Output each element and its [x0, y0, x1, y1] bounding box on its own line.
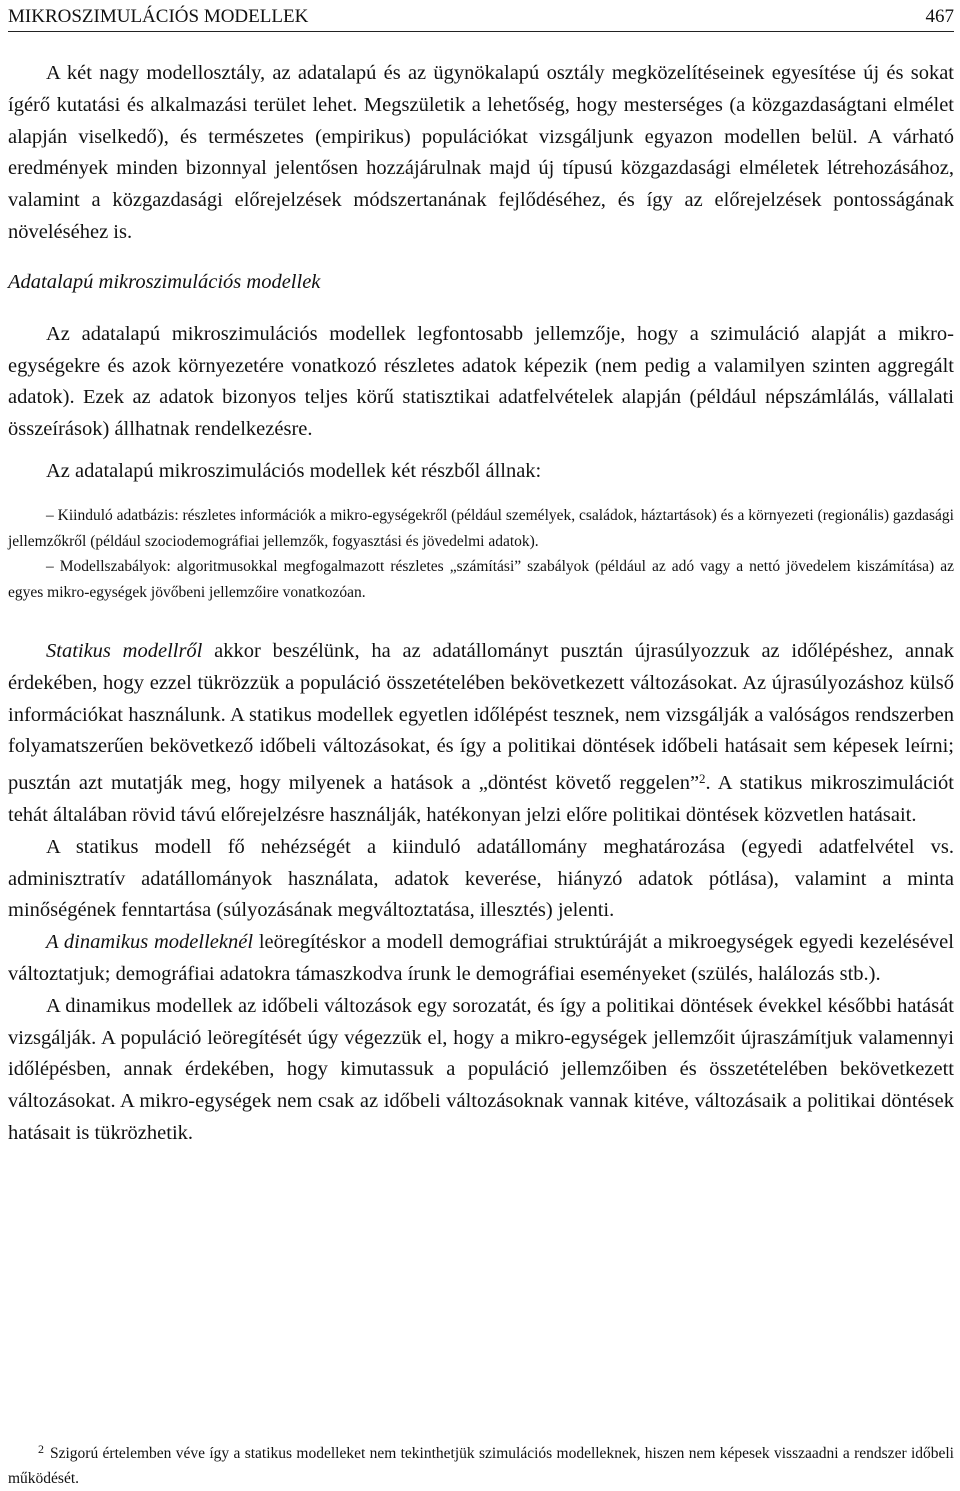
- footnote-mark: 2: [38, 1442, 44, 1456]
- paragraph-dynamic-changes: A dinamikus modellek az időbeli változások egy sorozatát, és így a politikai döntések évekkel későbbi hatását vizsgálják. A populáció leöregítését úgy végezzük el, hogy a mikro-egységek jellemzőit újraszámítjuk valamennyi időlépésben, annak érdekében, hogy kimutassuk a populáció jellemzőiben és összetételében bekövetkezett változásokat. A mikro-egységek nem csak az időbeli változásoknak vannak kitéve, változásaik a politikai döntések hatásait is tükrözhetik.: [8, 994, 954, 1144]
- section-heading: Adatalapú mikroszimulációs modellek: [8, 270, 321, 293]
- dynamic-text: leöregítéskor a modell demográfiai struktúráját a mikroegységek egyedi kezelésével változtatjuk; demográfiai adatokra támaszkodva írunk le demográfiai eseményeket (szülés, halálozás stb.).: [8, 931, 954, 985]
- list-item: – Kiinduló adatbázis: részletes információk a mikro-egységekről (például személyek, családok, háztartások) és a környezeti (regionális) gazdasági jellemzőkről (például szociodemográfiai jellemzők, fogyasztási és jövedelmi adatok).: [8, 506, 954, 550]
- footnote-text: Szigorú értelemben véve így a statikus modelleket nem tekinthetjük szimulációs modelleknek, hiszen nem képesek visszaadni a rendszer időbeli működését.: [8, 1445, 954, 1487]
- footnote-reference[interactable]: 2: [699, 771, 706, 787]
- paragraph-static-model: [8, 636, 954, 832]
- paragraph-static-difficulty: A statikus modell fő nehézségét a kiinduló adatállomány meghatározása (egyedi adatfelvétel vs. adminisztratív adatállományok használata, adatok keverése, hiányzó adatok pótlása), valamint a minta minőségének fenntartása (súlyozásának megváltoztatása, illesztés) jelenti.: [8, 835, 954, 922]
- static-text-b: . A statikus mikroszimulációt tehát általában rövid távú előrejelzésre használják, hatékonyan jelzi előre politikai döntések közvetlen hatásait.: [8, 772, 955, 826]
- term-dynamic-model: A dinamikus modelleknél: [46, 931, 254, 954]
- footnote: [8, 1437, 954, 1491]
- paragraph-dynamic-model: [8, 927, 954, 991]
- paragraph-data-based: Az adatalapú mikroszimulációs modellek legfontosabb jellemzője, hogy a szimuláció alapját a mikro-egységekre és azok környezetére vonatkozó részletes adatok képezik (nem pedig a valamilyen szinten aggregált adatok). Ezek az adatok bizonyos teljes körű statisztikai adatfelvételek alapján (például népszámlálás, vállalati összeírások) állhatnak rendelkezésre.: [8, 322, 954, 441]
- page-number: 467: [925, 6, 954, 27]
- list-item: – Modellszabályok: algoritmusokkal megfogalmazott részletes „számítási” szabályok (például az adó vagy a nettó jövedelem kiszámítása) az egyes mikro-egységek jövőbeni jellemzőire vonatkozóan.: [8, 558, 954, 602]
- running-header: [8, 2, 954, 32]
- term-static-model: Statikus modellről: [46, 639, 203, 662]
- running-title: MIKROSZIMULÁCIÓS MODELLEK: [8, 6, 309, 27]
- static-text-a: akkor beszélünk, ha az adatállományt pusztán újrasúlyozzuk az időlépéshez, annak érdekében, hogy ezzel tükrözzük a populáció összetételében bekövetkezett változásokat. Az újrasúlyozáshoz külső információkat használunk. A statikus modellek egyetlen időlépést tesznek, nem vizsgálják a valóságos rendszerben folyamatszerűen bekövetkező időbeli változásokat, és így a politikai döntések időbeli hatásait sem képesek leírni; pusztán azt mutatják meg, hogy milyenek a hatások a „döntést követő reggelen”: [8, 639, 954, 795]
- paragraph-two-parts: Az adatalapú mikroszimulációs modellek két részből állnak:: [46, 459, 542, 482]
- paragraph-intro: A két nagy modellosztály, az adatalapú és az ügynökalapú osztály megközelítéseinek egyesítése új és sokat ígérő kutatási és alkalmazási terület lehet. Megszületik a lehetőség, hogy mesterséges (a közgazdaságtani elmélet alapján viselkedő), és természetes (empirikus) populációkat vizsgáljunk egyazon modellen belül. A várható eredmények minden bizonnyal jelentősen hozzájárulnak majd új típusú közgazdasági elméletek létrehozásához, valamint a közgazdasági előrejelzések módszertanának fejlődéséhez, és így az előrejelzések pontosságának növeléséhez is.: [8, 62, 954, 243]
- main-text: [8, 58, 954, 1150]
